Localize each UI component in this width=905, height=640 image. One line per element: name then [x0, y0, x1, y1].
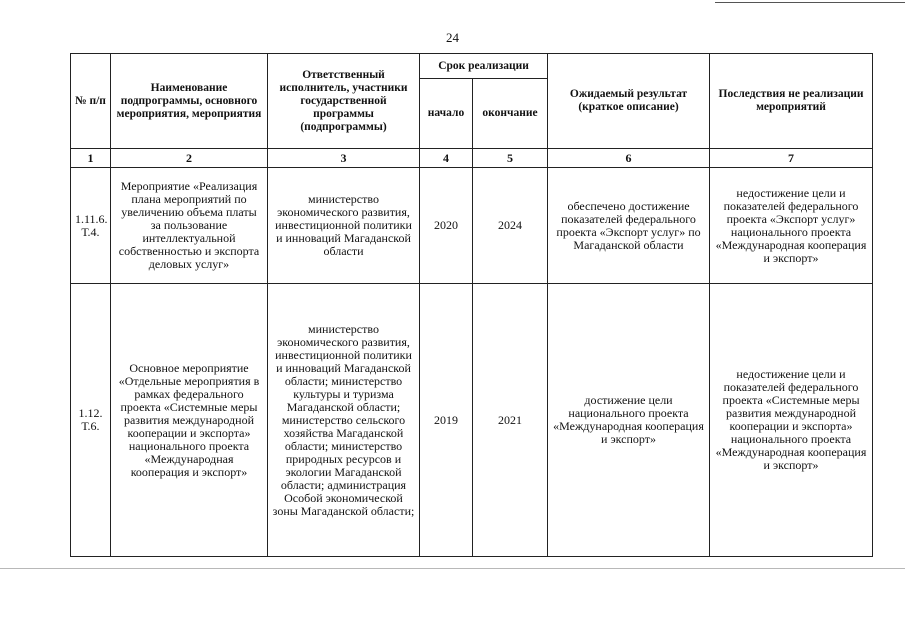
header-consequences: Последствия не реализации мероприятий: [710, 54, 873, 149]
row-number: 1.11.6. Т.4.: [71, 168, 111, 284]
header-row: [71, 54, 873, 79]
header-period: Срок реализации: [420, 54, 548, 79]
header-executor: Ответственный исполнитель, участники государственной программы (подпрограммы): [268, 54, 420, 149]
header-name: Наименование подпрограммы, основного мероприятия, мероприятия: [111, 54, 268, 149]
row-start: 2019: [420, 284, 473, 557]
row-executor: министерство экономического развития, инвестиционной политики и инноваций Магаданской области: [268, 168, 420, 284]
column-number: 4: [420, 149, 473, 168]
header-num: № п/п: [71, 54, 111, 149]
top-rule: [715, 2, 905, 3]
header-end: окончание: [473, 79, 548, 149]
row-consequences: недостижение цели и показателей федерального проекта «Системные меры развития международной кооперации и экспорта» национального проекта «Международная кооперация и экспорт»: [710, 284, 873, 557]
row-end: 2024: [473, 168, 548, 284]
row-result: достижение цели национального проекта «Международная кооперация и экспорт»: [548, 284, 710, 557]
row-executor: министерство экономического развития, инвестиционной политики и инноваций Магаданской области; министерство культуры и туризма Магаданской области; министерство сельского хозяйства Магаданской области; министерство природных ресурсов и экологии Магаданской области; администрация Особой экономической зоны Магаданской области;: [268, 284, 420, 557]
row-name: Основное мероприятие «Отдельные мероприятия в рамках федерального проекта «Системные меры развития международной кооперации и экспорта» национального проекта «Международная кооперация и экспорт»: [111, 284, 268, 557]
row-end: 2021: [473, 284, 548, 557]
column-number: 6: [548, 149, 710, 168]
row-number: 1.12. Т.6.: [71, 284, 111, 557]
column-number-row: [71, 149, 873, 168]
header-result: Ожидаемый результат (краткое описание): [548, 54, 710, 149]
column-number: 5: [473, 149, 548, 168]
table-row: [71, 168, 873, 284]
row-result: обеспечено достижение показателей федерального проекта «Экспорт услуг» по Магаданской области: [548, 168, 710, 284]
column-number: 3: [268, 149, 420, 168]
row-name: Мероприятие «Реализация плана мероприятий по увеличению объема платы за пользование интеллектуальной собственностью и экспорта деловых услуг»: [111, 168, 268, 284]
page-cut-line: [0, 568, 905, 569]
row-consequences: недостижение цели и показателей федерального проекта «Экспорт услуг» национального проекта «Международная кооперация и экспорт»: [710, 168, 873, 284]
table-row: [71, 284, 873, 557]
column-number: 7: [710, 149, 873, 168]
program-table: [70, 53, 873, 557]
row-start: 2020: [420, 168, 473, 284]
page-number: 24: [446, 30, 459, 45]
column-number: 2: [111, 149, 268, 168]
header-start: начало: [420, 79, 473, 149]
column-number: 1: [71, 149, 111, 168]
